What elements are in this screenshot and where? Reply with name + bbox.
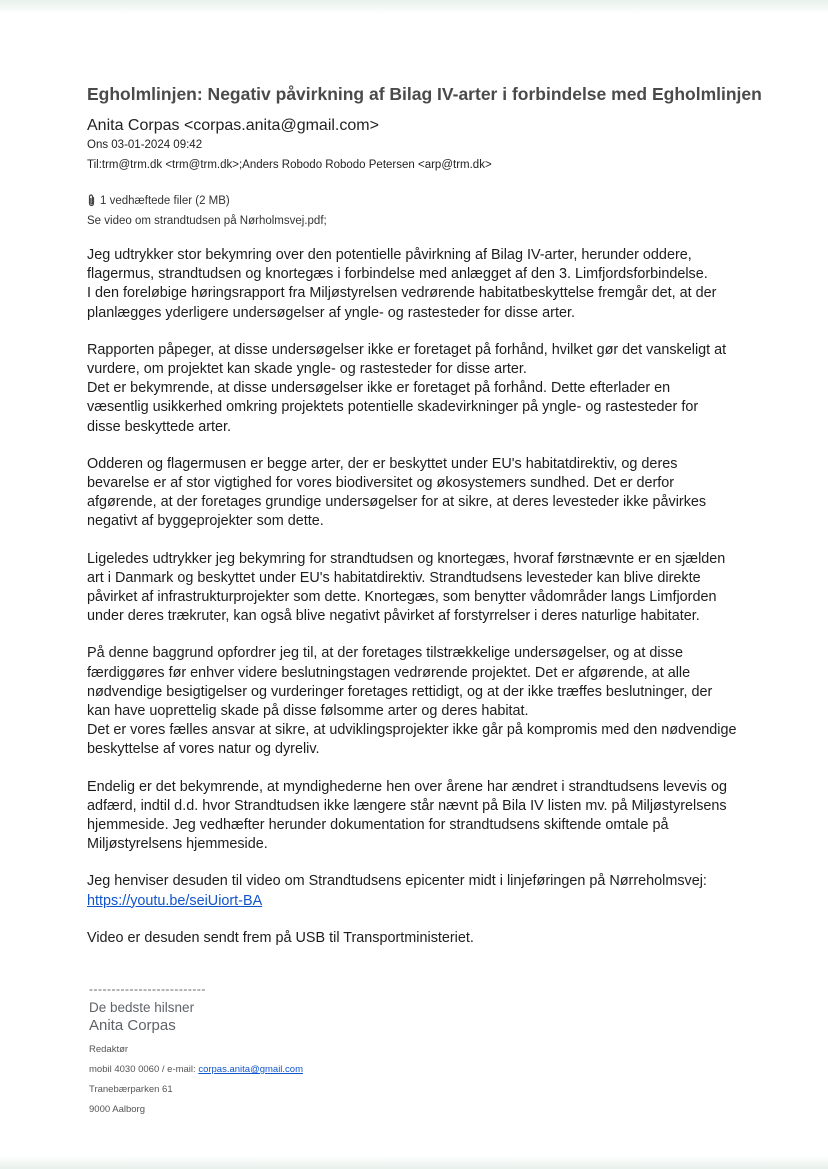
body-paragraph-3 bbox=[87, 455, 755, 532]
signature bbox=[89, 982, 489, 1120]
signature-email-link[interactable]: corpas.anita@gmail.com bbox=[198, 1064, 303, 1075]
paperclip-icon bbox=[87, 195, 100, 207]
signature-greeting: De bedste hilsner bbox=[89, 1000, 195, 1015]
body-line: under deres trækruter, kan også blive negativt påvirket af forstyrrelser i deres naturlige habitater. bbox=[87, 608, 700, 625]
signature-city: 9000 Aalborg bbox=[89, 1104, 145, 1115]
body-line: På denne baggrund opfordrer jeg til, at der foretages tilstrækkelige undersøgelser, og at disse bbox=[87, 645, 683, 662]
body-paragraph-1 bbox=[87, 246, 755, 323]
body-line: Ligeledes udtrykker jeg bekymring for strandtudsen og knortegæs, hvoraf førstnævnte er en sjælden bbox=[87, 550, 726, 567]
signature-name: Anita Corpas bbox=[89, 1017, 176, 1034]
body-line: Video er desuden sendt frem på USB til Transportministeriet. bbox=[87, 929, 474, 946]
body-line: disse beskyttede arter. bbox=[87, 418, 231, 435]
body-line: adfærd, indtil d.d. hvor Strandtudsen ikke længere står nævnt på Bila IV listen mv. på Miljøstyrelsens bbox=[87, 797, 727, 814]
body-line: beskyttelse af vores natur og dyreliv. bbox=[87, 741, 320, 758]
body-line: bevarelse er af stor vigtighed for vores biodiversitet og økosystemers sundhed. Det er derfor bbox=[87, 475, 675, 492]
scan-top-band bbox=[0, 0, 828, 14]
body-paragraph-4 bbox=[87, 550, 755, 627]
body-line: Odderen og flagermusen er begge arter, der er beskyttet under EU's habitatdirektiv, og deres bbox=[87, 455, 678, 472]
body-paragraph-5 bbox=[87, 644, 755, 759]
signature-title: Redaktør bbox=[89, 1044, 129, 1055]
signature-divider: -------------------------- bbox=[89, 982, 206, 996]
body-line: hjemmeside. Jeg vedhæfter herunder dokumentation for strandtudsens skiftende omtale på bbox=[87, 817, 669, 834]
video-link[interactable]: https://youtu.be/seiUiort-BA bbox=[87, 892, 263, 909]
body-line: Det er bekymrende, at disse undersøgelser ikke er foretaget på forhånd. Dette efterlader en bbox=[87, 380, 671, 397]
email-recipients: Til:trm@trm.dk <trm@trm.dk>;Anders Robodo Robodo Petersen <arp@trm.dk> bbox=[87, 159, 492, 171]
attachment-file: Se video om strandtudsen på Nørholmsvej.pdf; bbox=[87, 215, 327, 227]
body-line: I den foreløbige høringsrapport fra Miljøstyrelsen vedrørende habitatbeskyttelse fremgår det, at der bbox=[87, 285, 717, 302]
body-paragraph-8 bbox=[87, 929, 755, 948]
body-line: Miljøstyrelsens hjemmeside. bbox=[87, 836, 268, 853]
body-line: planlægges yderligere undersøgelser af yngle- og rastesteder for disse arter. bbox=[87, 304, 575, 321]
attachment-summary-row bbox=[87, 194, 230, 207]
scan-bottom-band bbox=[0, 1155, 828, 1169]
body-line: vurdere, om projektet kan skade yngle- og rastesteder for disse arter. bbox=[87, 361, 527, 378]
body-line: negativt af byggeprojekter som dette. bbox=[87, 513, 324, 530]
email-subject: Egholmlinjen: Negativ påvirkning af Bilag IV-arter i forbindelse med Egholmlinjen bbox=[87, 84, 762, 104]
signature-contact bbox=[89, 1060, 489, 1080]
body-line: afgørende, at der foretages grundige undersøgelser for at sikre, at deres levesteder ikke påvirkes bbox=[87, 494, 707, 511]
body-line: flagermus, strandtudsen og knortegæs i forbindelse med anlægget af den 3. Limfjordsforbindelse. bbox=[87, 266, 708, 283]
email-date: Ons 03-01-2024 09:42 bbox=[87, 139, 203, 151]
body-paragraph-6 bbox=[87, 778, 755, 855]
signature-contact-prefix: mobil 4030 0060 / e-mail: bbox=[89, 1064, 199, 1075]
body-line: Jeg udtrykker stor bekymring over den potentielle påvirkning af Bilag IV-arter, herunder oddere, bbox=[87, 247, 692, 263]
body-paragraph-7 bbox=[87, 872, 755, 910]
body-line: kan have uoprettelig skade på disse følsomme arter og deres habitat. bbox=[87, 703, 529, 720]
body-paragraph-2 bbox=[87, 341, 755, 437]
body-line: Det er vores fælles ansvar at sikre, at udviklingsprojekter ikke går på kompromis med den nødvendige bbox=[87, 722, 737, 739]
body-line: færdiggøres før enhver videre beslutningstagen vedrørende projektet. Det er afgørende, at alle bbox=[87, 664, 691, 681]
body-line: Rapporten påpeger, at disse undersøgelser ikke er foretaget på forhånd, hvilket gør det vanskeligt at bbox=[87, 341, 727, 358]
body-line: Endelig er det bekymrende, at myndighederne hen over årene har ændret i strandtudsens levevis og bbox=[87, 778, 727, 795]
attachment-summary: 1 vedhæftede filer (2 MB) bbox=[100, 195, 230, 207]
body-line: påvirket af infrastrukturprojekter som dette. Knortegæs, som benytter vådområder langs Limfjorden bbox=[87, 589, 717, 606]
body-line: art i Danmark og beskyttet under EU's habitatdirektiv. Strandtudsens levesteder kan blive direkte bbox=[87, 569, 701, 586]
email-body bbox=[87, 246, 755, 966]
body-line: Jeg henviser desuden til video om Strandtudsens epicenter midt i linjeføringen på Nørreholmsvej: bbox=[87, 873, 707, 890]
email-sender: Anita Corpas <corpas.anita@gmail.com> bbox=[87, 117, 379, 134]
body-line: nødvendige besigtigelser og vurderinger foretages rettidigt, og at der ikke træffes beslutninger, der bbox=[87, 683, 713, 700]
body-line: væsentlig usikkerhed omkring projektets potentielle skadevirkninger på yngle- og rastesteder for bbox=[87, 399, 699, 416]
signature-street: Tranebærparken 61 bbox=[89, 1084, 173, 1095]
